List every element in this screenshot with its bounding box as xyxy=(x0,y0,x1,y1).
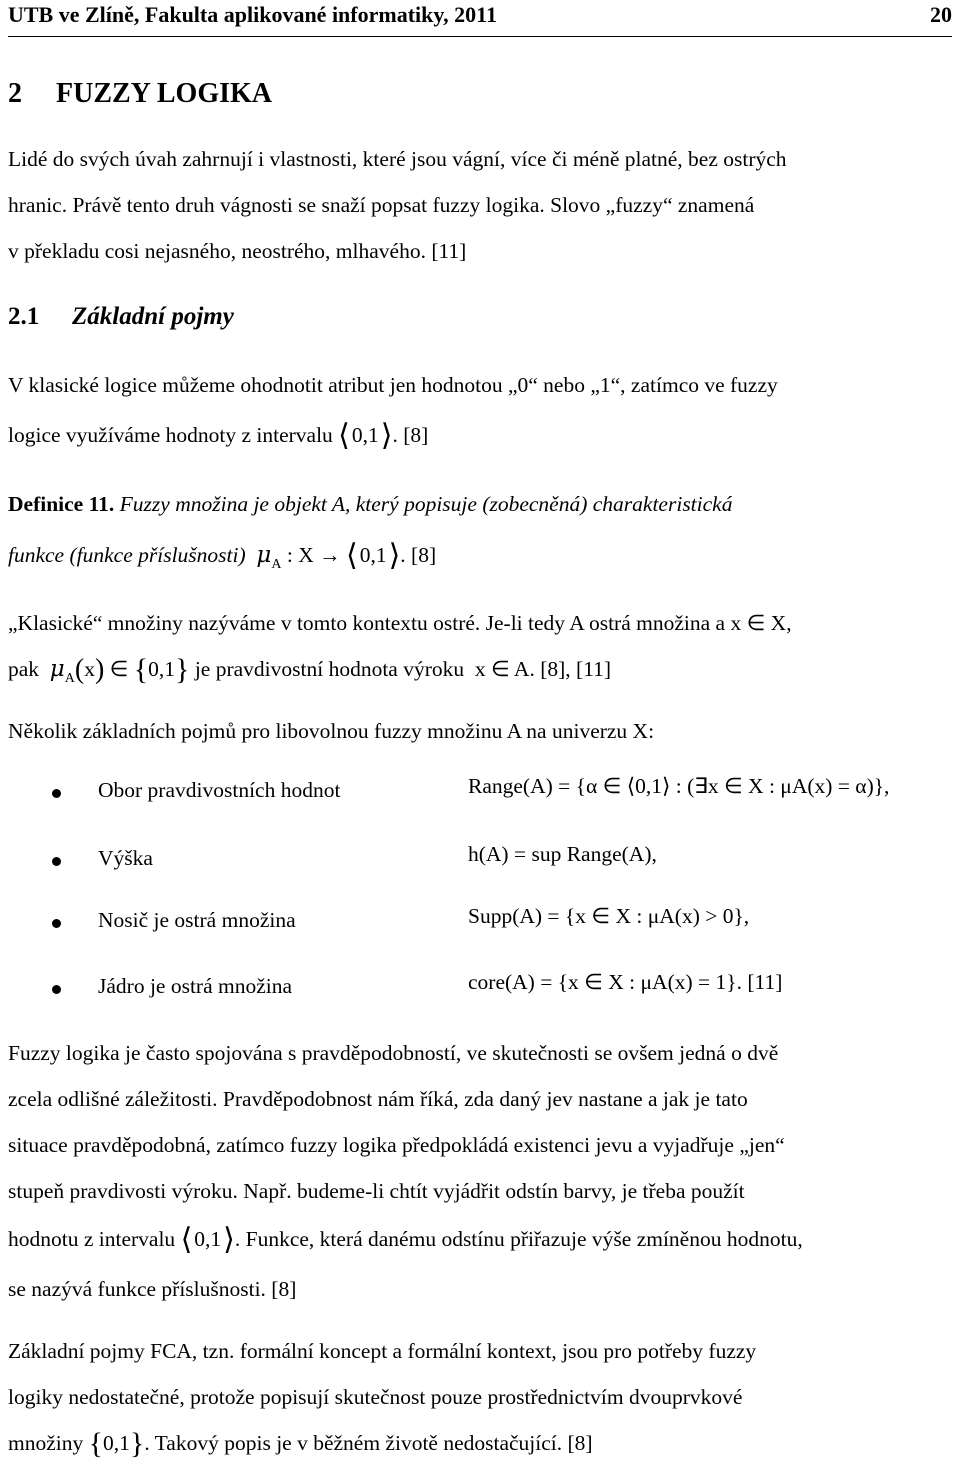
probability-line-3: situace pravděpodobná, zatímco fuzzy logika předpokládá existenci jevu a vyjadřuje „jen“ xyxy=(8,1133,785,1157)
element-of: ∈ xyxy=(109,657,129,681)
property-label: Obor pravdivostních hodnot xyxy=(98,778,341,802)
basics-citation: . [8] xyxy=(392,423,429,447)
crisp-line-1 xyxy=(8,600,952,646)
section-heading xyxy=(8,303,234,331)
chapter-number: 2 xyxy=(8,78,22,109)
definition-text-2: funkce (funkce příslušnosti) xyxy=(8,543,246,567)
left-angle-bracket: ⟨ xyxy=(345,539,358,572)
mu-subscript: A xyxy=(64,671,75,686)
brace-close: } xyxy=(175,653,190,686)
set-value: 0,1 xyxy=(103,1431,130,1455)
probability-text: hodnotu z intervalu xyxy=(8,1227,176,1251)
right-angle-bracket: ⟩ xyxy=(223,1223,235,1256)
probability-line-1: Fuzzy logika je často spojována s pravděpodobností, ve skutečnosti se ovšem jedná o dvě xyxy=(8,1041,779,1065)
property-label: Nosič je ostrá množina xyxy=(98,908,296,932)
basics-line-1: V klasické logice můžeme ohodnotit atribut jen hodnotou „0“ nebo „1“, zatímco ve fuzzy xyxy=(8,373,778,397)
right-angle-bracket: ⟩ xyxy=(388,539,401,572)
brace-open: { xyxy=(88,1427,104,1460)
interval-value: 0,1 xyxy=(194,1227,222,1251)
interval-value: 0,1 xyxy=(359,543,387,567)
mu-symbol: μ xyxy=(49,656,65,682)
right-angle-bracket: ⟩ xyxy=(380,419,393,452)
argument: x xyxy=(84,657,95,681)
crisp-line-2 xyxy=(8,646,952,702)
fca-text: množiny xyxy=(8,1431,84,1455)
bullet-icon xyxy=(52,789,61,798)
intro-line-2: hranic. Právě tento druh vágnosti se snaží popsat fuzzy logika. Slovo „fuzzy“ znamená xyxy=(8,193,755,217)
concepts-intro: Několik základních pojmů pro libovolnou fuzzy množinu A na univerzu X: xyxy=(8,719,655,743)
left-angle-bracket: ⟨ xyxy=(338,419,350,452)
probability-text-2: . Funkce, která danému odstínu přiřazuje výše zmíněnou hodnotu, xyxy=(234,1227,803,1251)
probability-line-4: stupeň pravdivosti výroku. Např. budeme-li chtít vyjádřit odstín barvy, je třeba použít xyxy=(8,1179,745,1203)
definition-text: Fuzzy množina je objekt A, který popisuje (zobecněná) charakteristická xyxy=(119,492,733,516)
fca-line-2: logiky nedostatečné, protože popisují skutečnost pouze prostřednictvím dvouprvkové xyxy=(8,1385,743,1409)
definition-line-2 xyxy=(8,532,952,588)
property-label: Jádro je ostrá množina xyxy=(98,974,293,998)
fca-line-3 xyxy=(8,1420,952,1467)
chapter-heading xyxy=(8,78,272,110)
bullet-icon xyxy=(52,919,61,928)
probability-line-2: zcela odlišné záležitosti. Pravděpodobnost nám říká, zda daný jev nastane a jak je tato xyxy=(8,1087,748,1111)
list-item xyxy=(0,966,952,1012)
list-item xyxy=(0,770,952,816)
list-item xyxy=(0,900,952,946)
brace-close: } xyxy=(129,1427,145,1460)
section-number: 2.1 xyxy=(8,303,40,330)
left-angle-bracket: ⟨ xyxy=(180,1223,193,1256)
paren-open: ( xyxy=(74,654,85,685)
bullet-icon xyxy=(52,985,61,994)
property-label: Výška xyxy=(98,846,153,870)
probability-line-5 xyxy=(8,1216,952,1263)
list-item xyxy=(0,838,952,884)
chapter-title: FUZZY LOGIKA xyxy=(56,78,272,109)
header-title: UTB ve Zlíně, Fakulta aplikované informatiky, 2011 xyxy=(8,2,497,27)
crisp-math-2: x ∈ A xyxy=(474,657,530,681)
bullet-icon xyxy=(52,857,61,866)
mu-subscript: A xyxy=(271,557,282,572)
property-formula: core(A) = {x ∈ X : μA(x) = 1}. [11] xyxy=(468,970,783,994)
paren-close: ) xyxy=(94,654,105,685)
page-number: 20 xyxy=(930,2,952,27)
interval-value: 0,1 xyxy=(351,423,379,447)
fca-text-2: . Takový popis je v běžném životě nedostačující. [8] xyxy=(144,1431,593,1455)
section-title: Základní pojmy xyxy=(72,303,234,330)
probability-line-6: se nazývá funkce příslušnosti. [8] xyxy=(8,1277,297,1301)
running-header xyxy=(8,2,952,36)
fca-line-1: Základní pojmy FCA, tzn. formální koncept a formální kontext, jsou pro potřeby fuzzy xyxy=(8,1339,757,1363)
definition-label: Definice 11. xyxy=(8,492,115,516)
definition-line-1 xyxy=(8,481,952,527)
crisp-math: x ∈ X xyxy=(730,611,787,635)
header-divider xyxy=(8,36,952,37)
brace-open: { xyxy=(133,653,149,686)
set-value: 0,1 xyxy=(148,657,176,681)
crisp-text: „Klasické“ množiny nazýváme v tomto kontextu ostré. Je-li tedy A ostrá množina a xyxy=(8,611,726,635)
mapping: : X → xyxy=(286,543,341,567)
definition-citation: . [8] xyxy=(400,543,437,567)
crisp-comma: , xyxy=(786,611,792,635)
basics-text: logice využíváme hodnoty z intervalu xyxy=(8,423,333,447)
property-formula: h(A) = sup Range(A), xyxy=(468,842,657,866)
basics-line-2 xyxy=(8,412,952,459)
crisp-text-3: je pravdivostní hodnota výroku xyxy=(194,657,465,681)
intro-line-1: Lidé do svých úvah zahrnují i vlastnosti, které jsou vágní, více či méně platné, bez ostrých xyxy=(8,147,787,171)
intro-line-3: v překladu cosi nejasného, neostrého, mlhavého. [11] xyxy=(8,239,467,263)
property-formula: Range(A) = {α ∈ ⟨0,1⟩ : (∃x ∈ X : μA(x) = α)}, xyxy=(468,774,890,798)
mu-symbol: μ xyxy=(256,542,272,568)
crisp-citation: . [8], [11] xyxy=(529,657,612,681)
crisp-text-2: pak xyxy=(8,657,40,681)
property-formula: Supp(A) = {x ∈ X : μA(x) > 0}, xyxy=(468,904,750,928)
